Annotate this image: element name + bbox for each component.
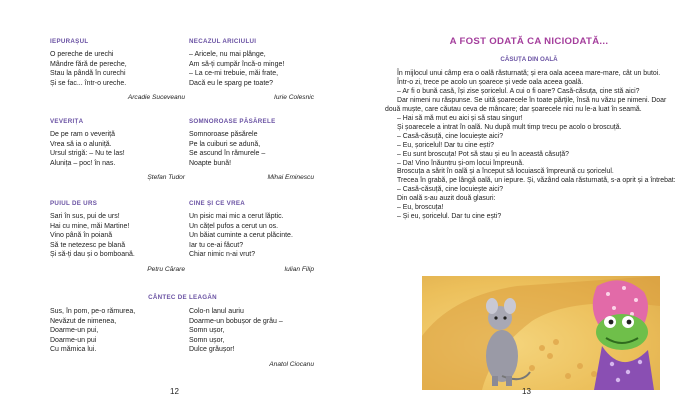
- poem-line: Colo-n lanul auriu: [189, 308, 244, 315]
- poem-iepurasul: [50, 38, 185, 101]
- poem-line: Pe la cuiburi se adună,: [189, 140, 261, 148]
- poem-veverita: [50, 118, 185, 181]
- right-page: [350, 0, 700, 420]
- poem-title: CINE ȘI CE VREA: [189, 200, 246, 207]
- poem-line: Sus, în pom, pe-o rămurea,: [50, 308, 136, 315]
- story-paragraph: – Casă-căsuță, cine locuiește aici?: [397, 132, 504, 140]
- poem-line: Iar tu ce-ai făcut?: [189, 241, 244, 249]
- story-paragraph: – Da! Vino înăuntru și-om locui împreună.: [397, 159, 525, 167]
- poem-line: Nevăzut de nimenea,: [50, 317, 117, 325]
- poem-title: PUIUL DE URS: [50, 200, 98, 207]
- poem-line: Stau la pândă în curechi: [50, 70, 126, 78]
- poem-cine-si-ce-vrea: [189, 200, 314, 273]
- poem-line: Și se fac... într-o ureche.: [50, 79, 127, 87]
- poem-author: Ștefan Tudor: [147, 174, 185, 182]
- poem-line: Un pisic mai mic a cerut lăptic.: [189, 213, 284, 220]
- poem-line: Dulce grăușor!: [189, 346, 235, 354]
- story-paragraph: Într-o zi, trece pe acolo un șoarece și vede oala aceea goală.: [397, 78, 584, 86]
- story-paragraph: – Hai să mă mut eu aici și să stau singur!: [397, 114, 523, 122]
- poem-title: NECAZUL ARICIULUI: [189, 38, 257, 45]
- story-paragraph: Trecea în grabă, pe lângă oală, un iepure. Și, văzând oala răsturnată, s-a oprit și a întrebat:: [397, 177, 676, 185]
- story-heading: A FOST ODATĂ CA NICIODATĂ...: [449, 36, 609, 47]
- poem-line: Sari în sus, pui de urs!: [50, 213, 120, 220]
- story-paragraph: – Eu, șoricelul! Dar tu cine ești?: [397, 141, 494, 149]
- poem-line: Un băiat cuminte a cerut plăcinte.: [189, 232, 293, 240]
- poem-line: Am să-ți cumpăr încă-o minge!: [189, 60, 285, 68]
- poem-line: Vrea să ia o aluniță.: [50, 140, 112, 148]
- story-paragraph: – Ar fi o bună casă, își zise șoricelul. A cui o fi oare? Casă-căsuța, cine stă aici?: [397, 87, 640, 95]
- poem-line: De pe ram o veveriță: [50, 131, 115, 138]
- poem-title: IEPURAȘUL: [50, 38, 89, 45]
- poem-line: Ursul strigă: – Nu te las!: [50, 150, 125, 158]
- poem-line: Doarme-un pui,: [50, 327, 99, 335]
- poem-line: Să te netezesc pe blană: [50, 241, 126, 249]
- poem-line: Doarme-un pui: [50, 336, 97, 344]
- poem-line: Un cățel pufos a cerut un os.: [189, 222, 279, 230]
- story-paragraph: Broscuța a sărit în oală și a început să locuiască împreună cu șoricelul.: [397, 168, 614, 176]
- poem-line: Vino până în poiană: [50, 232, 113, 240]
- poem-somnoroase-pasarele: [189, 118, 314, 181]
- lullaby-title: CÂNTEC DE LEAGĂN: [148, 294, 217, 301]
- story-paragraph: – Eu, broscuța!: [397, 204, 444, 212]
- frog-figure: [593, 280, 654, 390]
- poem-line: Somnoroase păsărele: [189, 131, 258, 138]
- poem-line: – Aricele, nu mai plânge,: [189, 51, 266, 58]
- poem-line: Alunița – poc! în nas.: [50, 159, 116, 167]
- story-paragraph: – Casă-căsuță, cine locuiește aici?: [397, 186, 504, 194]
- poem-line: Mândre fără de pereche,: [50, 60, 127, 68]
- poem-necazul-ariciului: [189, 38, 314, 101]
- story-paragraph: – Eu sunt broscuța! Pot să stau și eu în această căsuță?: [397, 150, 569, 158]
- poem-line: Dacă eu le sparg pe toate?: [189, 79, 274, 87]
- page-number: 12: [170, 387, 179, 396]
- poem-author: Petru Cărare: [147, 265, 185, 273]
- story-paragraph: – Și eu, șoricelul. Dar tu cine ești?: [397, 213, 502, 221]
- story-illustration: [422, 276, 660, 390]
- story-paragraph: Din oală s-au auzit două glasuri:: [397, 195, 496, 203]
- poem-line: Somn ușor,: [189, 336, 225, 344]
- poem-author: Iulian Filip: [284, 265, 314, 273]
- poem-line: – La ce-mi trebuie, măi frate,: [189, 70, 279, 78]
- story-title: CĂSUȚA DIN OALĂ: [500, 56, 558, 63]
- poem-puiul-de-urs: [50, 200, 185, 273]
- poem-line: Somn ușor,: [189, 327, 225, 335]
- poem-line: Hai cu mine, măi Martine!: [50, 222, 130, 230]
- lullaby-column-1: [50, 307, 185, 355]
- poem-line: O pereche de urechi: [50, 51, 114, 58]
- poem-line: Doarme-un bobușor de grâu –: [189, 317, 283, 325]
- lullaby-column-2: [189, 307, 314, 368]
- poem-author: Iurie Colesnic: [274, 94, 314, 102]
- poem-title: SOMNOROASE PĂSĂRELE: [189, 118, 276, 125]
- story-paragraph: Dar nimeni nu răspunse. Se uită șoarecele în toate părțile, însă nu văzu pe nimeni. Doar două muște, care căutau ceva de mâncare; dar șoarecele nici nu le-a luat în seamă.: [385, 96, 667, 113]
- poem-line: Noapte bună!: [189, 159, 232, 167]
- poem-author: Mihai Eminescu: [267, 174, 314, 182]
- poem-line: Și să-ți dau și o bomboană.: [50, 251, 135, 259]
- story-paragraph: Și șoarecele a intrat în oală. Nu după mult timp trecu pe acolo o broscuță.: [397, 123, 622, 131]
- page-number: 13: [522, 387, 531, 396]
- poem-line: Chiar nimic n-ai vrut?: [189, 251, 256, 259]
- poem-author: Arcadie Suceveanu: [127, 94, 185, 102]
- story-text: [385, 70, 680, 222]
- poem-line: Se ascund în rămurele –: [189, 150, 266, 158]
- story-paragraph: În mijlocul unui câmp era o oală răsturnată; și era oala aceea mare-mare, cât un butoi.: [397, 70, 661, 77]
- poem-title: VEVERIȚA: [50, 118, 84, 125]
- poem-line: Cu mămica lui.: [50, 346, 97, 354]
- poem-author: Anatol Ciocanu: [269, 360, 314, 368]
